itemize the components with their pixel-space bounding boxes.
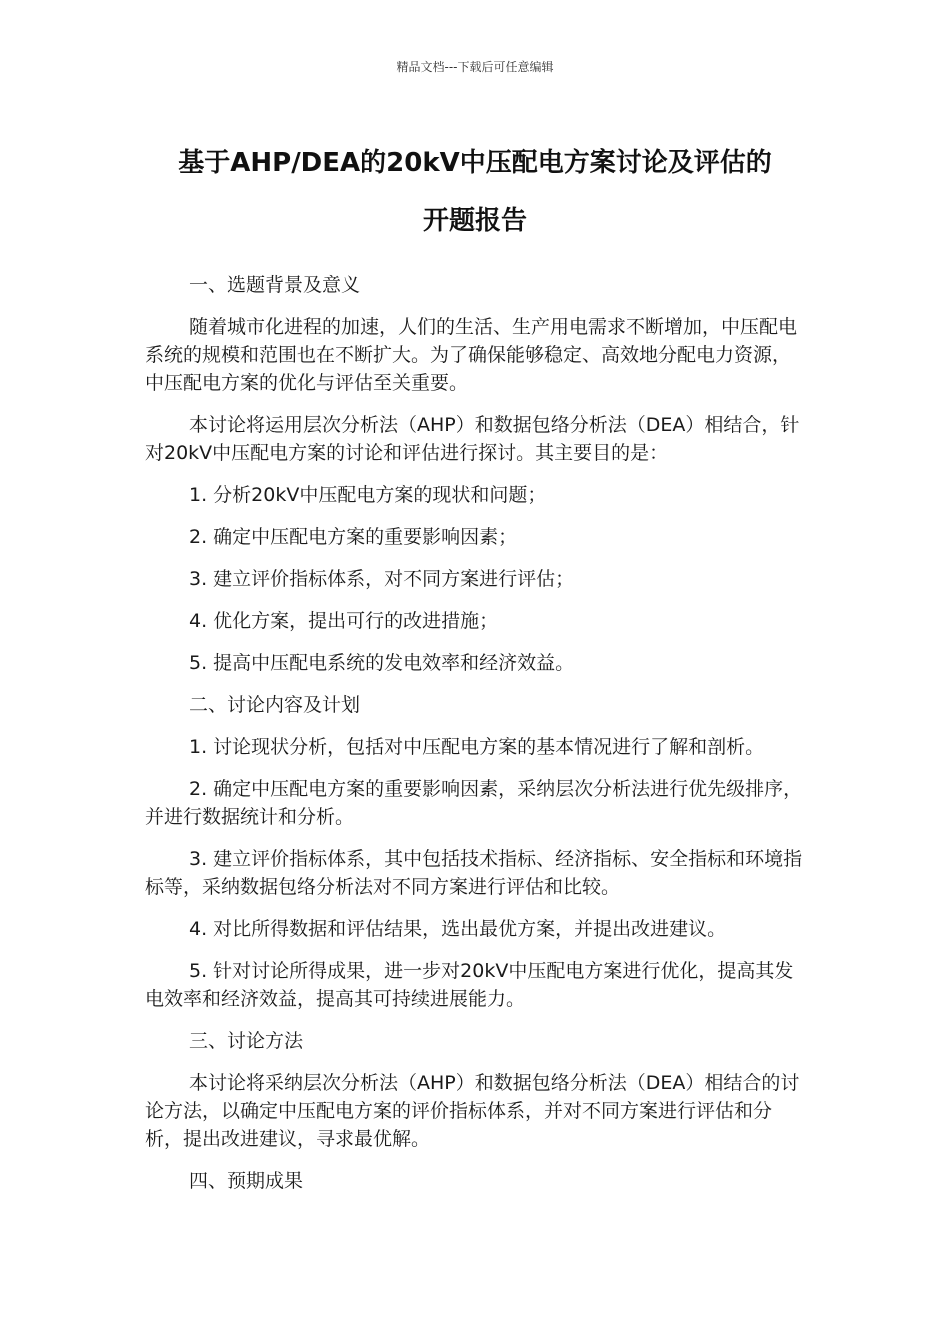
paragraph-method: 本讨论将采纳层次分析法（AHP）和数据包络分析法（DEA）相结合的讨论方法，以确定中压配电方案的评价指标体系，并对不同方案进行评估和分析，提出改进建议，寻求最优解。 <box>145 1072 800 1150</box>
purpose-item-5: 5. 提高中压配电系统的发电效率和经济效益。 <box>189 652 575 674</box>
document-body <box>145 271 805 1209</box>
section-heading-expected-results: 四、预期成果 <box>189 1170 304 1192</box>
content-item-5: 5. 针对讨论所得成果，进一步对20kV中压配电方案进行优化，提高其发电效率和经济效益，提高其可持续进展能力。 <box>145 960 794 1010</box>
content-item-4: 4. 对比所得数据和评估结果，选出最优方案，并提出改进建议。 <box>189 918 727 940</box>
paragraph-purpose-intro: 本讨论将运用层次分析法（AHP）和数据包络分析法（DEA）相结合，针对20kV中压配电方案的讨论和评估进行探讨。其主要目的是： <box>145 414 800 464</box>
purpose-item-1: 1. 分析20kV中压配电方案的现状和问题； <box>189 484 547 506</box>
content-item-3: 3. 建立评价指标体系，其中包括技术指标、经济指标、安全指标和环境指标等，采纳数据包络分析法对不同方案进行评估和比较。 <box>145 848 803 898</box>
header-note: 精品文档---下载后可任意编辑 <box>396 60 554 74</box>
content-item-2: 2. 确定中压配电方案的重要影响因素，采纳层次分析法进行优先级排序，并进行数据统计和分析。 <box>145 778 803 828</box>
document-title <box>100 134 850 250</box>
title-line-2: 开题报告 <box>422 206 527 236</box>
title-line-1: 基于AHP/DEA的20kV中压配电方案讨论及评估的 <box>178 148 772 178</box>
section-heading-content: 二、讨论内容及计划 <box>189 694 361 716</box>
content-item-1: 1. 讨论现状分析，包括对中压配电方案的基本情况进行了解和剖析。 <box>189 736 765 758</box>
purpose-item-2: 2. 确定中压配电方案的重要影响因素； <box>189 526 518 548</box>
purpose-item-3: 3. 建立评价指标体系，对不同方案进行评估； <box>189 568 575 590</box>
section-heading-method: 三、讨论方法 <box>189 1030 304 1052</box>
section-heading-background: 一、选题背景及意义 <box>189 274 361 296</box>
paragraph-background: 随着城市化进程的加速，人们的生活、生产用电需求不断增加，中压配电系统的规模和范围也在不断扩大。为了确保能够稳定、高效地分配电力资源，中压配电方案的优化与评估至关重要。 <box>145 316 798 394</box>
purpose-item-4: 4. 优化方案，提出可行的改进措施； <box>189 610 499 632</box>
